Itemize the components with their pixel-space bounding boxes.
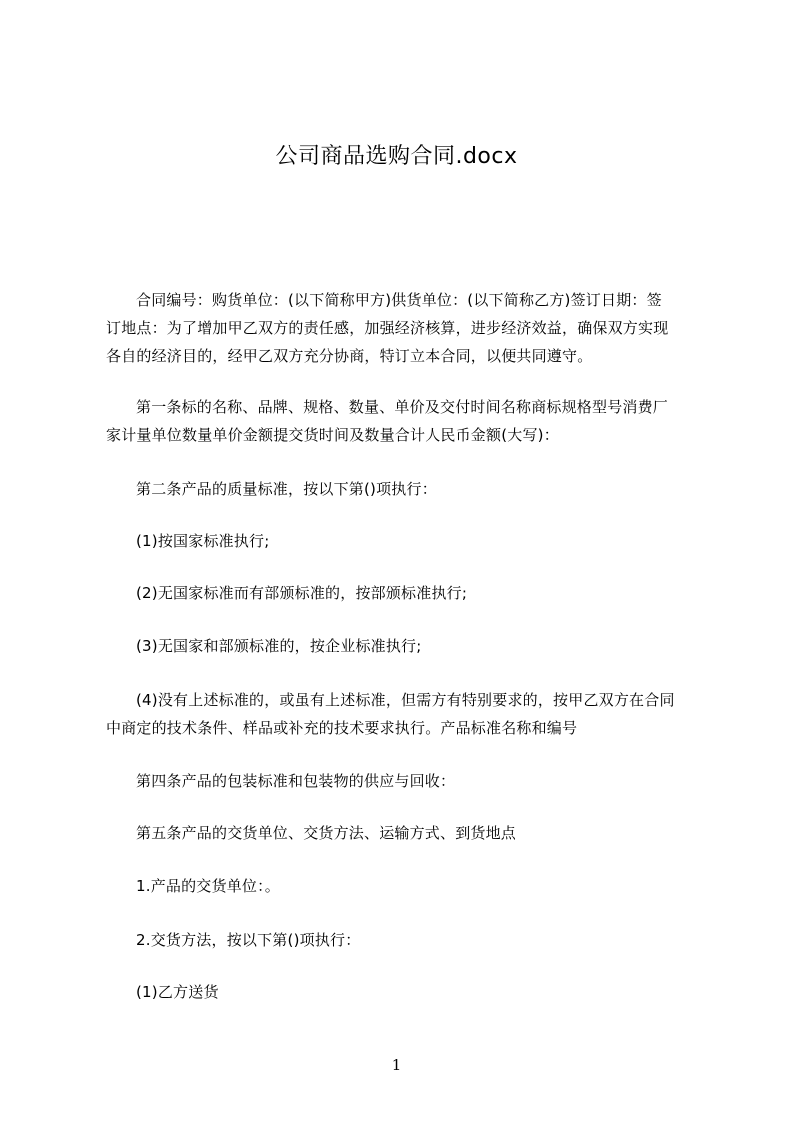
paragraph-line: 1.产品的交货单位：。 — [136, 877, 281, 895]
paragraph-contract-intro — [106, 286, 716, 370]
paragraph-line: 订地点：为了增加甲乙双方的责任感，加强经济核算，进步经济效益，确保双方实现 — [106, 319, 669, 337]
paragraph-article-1 — [106, 393, 716, 449]
document-title: 公司商品选购合同.docx — [275, 144, 518, 169]
paragraph-delivery-method — [106, 926, 716, 954]
paragraph-item-4 — [106, 686, 716, 742]
paragraph-line: 2.交货方法，按以下第()项执行： — [136, 931, 361, 949]
paragraph-line: 家计量单位数量单价金额提交货时间及数量合计人民币金额(大写)： — [106, 426, 559, 444]
paragraph-line: 第二条产品的质量标准，按以下第()项执行： — [136, 480, 437, 498]
paragraph-line: 合同编号：购货单位：(以下简称甲方)供货单位：(以下简称乙方)签订日期：签 — [136, 291, 662, 309]
paragraph-article-5 — [106, 819, 716, 847]
paragraph-line: (3)无国家和部颁标准的，按企业标准执行; — [136, 637, 422, 655]
paragraph-item-1 — [106, 527, 716, 555]
paragraph-article-2 — [106, 475, 716, 503]
paragraph-item-2 — [106, 579, 716, 607]
paragraph-line: 第五条产品的交货单位、交货方法、运输方式、到货地点 — [136, 824, 517, 842]
paragraph-article-4 — [106, 767, 716, 795]
paragraph-line: 第一条标的名称、品牌、规格、数量、单价及交付时间名称商标规格型号消费厂 — [136, 398, 669, 416]
paragraph-line: 第四条产品的包装标准和包装物的供应与回收： — [136, 772, 456, 790]
paragraph-line: 各自的经济目的，经甲乙双方充分协商，特订立本合同，以便共同遵守。 — [106, 347, 593, 365]
paragraph-line: (4)没有上述标准的，或虽有上述标准，但需方有特别要求的，按甲乙双方在合同 — [136, 691, 675, 709]
paragraph-line: 中商定的技术条件、样品或补充的技术要求执行。产品标准名称和编号 — [106, 719, 578, 737]
paragraph-delivery-unit — [106, 872, 716, 900]
paragraph-item-3 — [106, 632, 716, 660]
paragraph-seller-delivery — [106, 978, 716, 1006]
paragraph-line: (1)按国家标准执行; — [136, 532, 270, 550]
paragraph-line: (2)无国家标准而有部颁标准的，按部颁标准执行; — [136, 584, 468, 602]
paragraph-line: (1)乙方送货 — [136, 983, 219, 1001]
page-number: 1 — [391, 1056, 402, 1074]
